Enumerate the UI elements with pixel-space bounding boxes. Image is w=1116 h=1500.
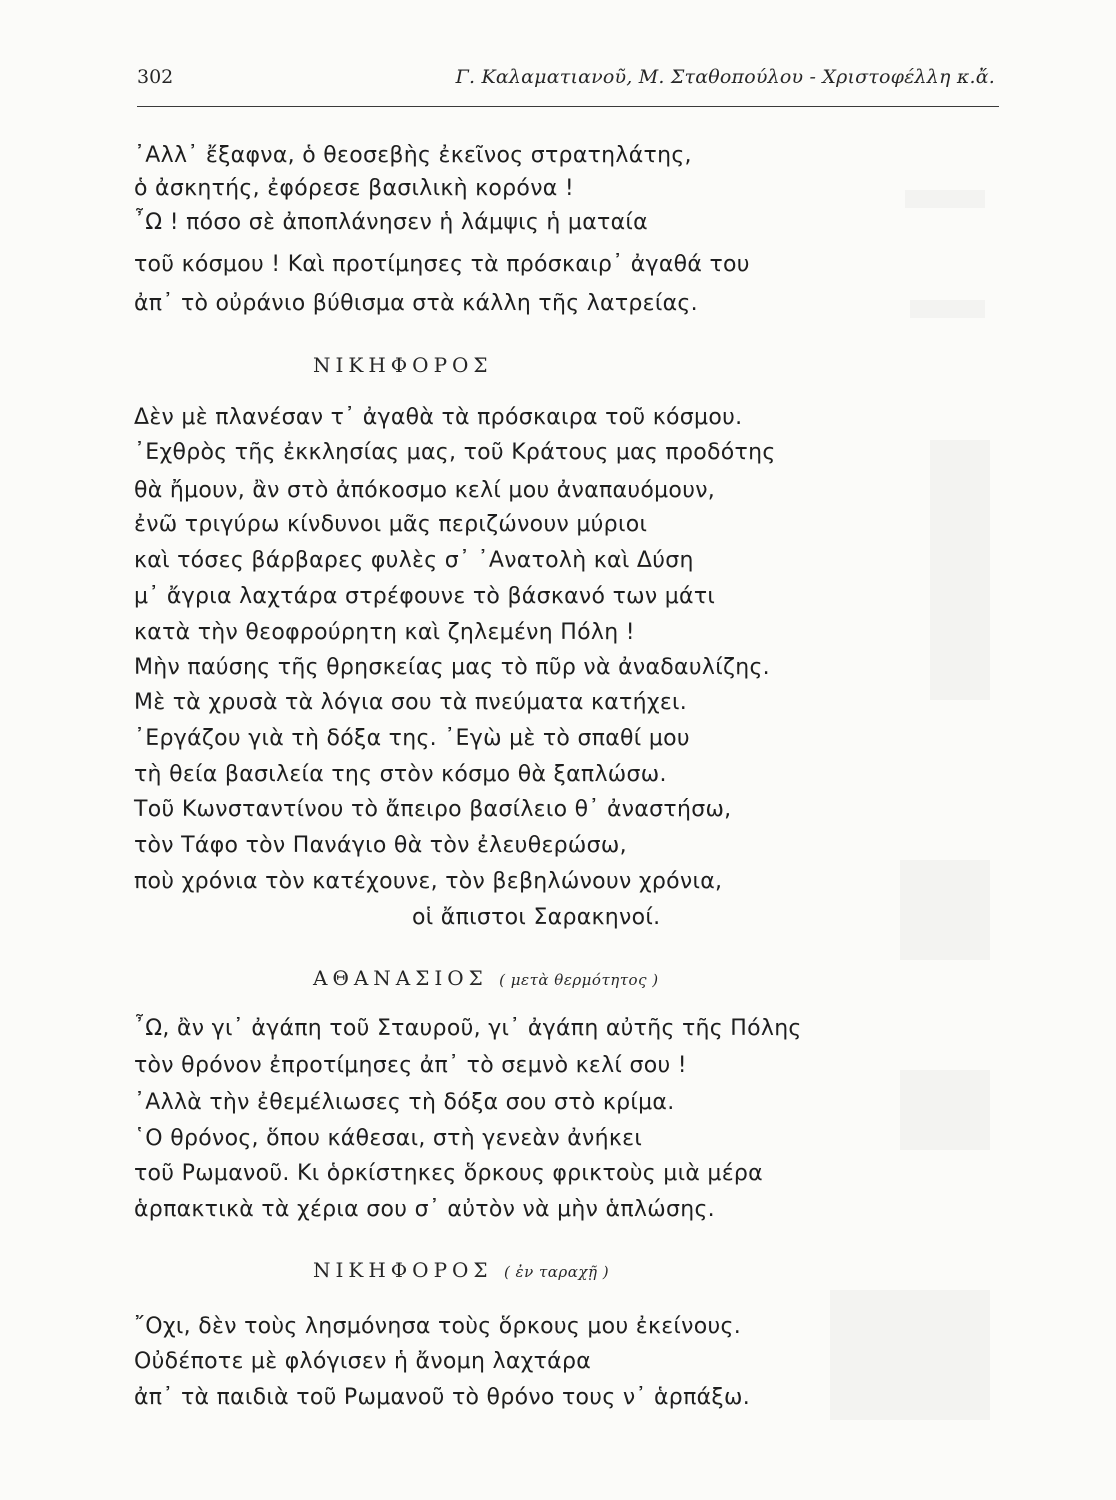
verse-line: ὁ ἀσκητής, ἐφόρεσε βασιλικὴ κορόνα ! <box>134 176 574 201</box>
verse-line: Δὲν μὲ πλανέσαν τ᾿ ἀγαθὰ τὰ πρόσκαιρα τοῦ κόσμου. <box>134 405 743 430</box>
speaker-label: ΝΙΚΗΦΟΡΟΣ <box>313 1258 493 1282</box>
verse-line: ἀπ᾿ τὰ παιδιὰ τοῦ Ρωμανοῦ τὸ θρόνο τους ν᾿ ἁρπάξω. <box>134 1385 751 1410</box>
stage-direction: ( ἐν ταραχῇ ) <box>503 1263 610 1281</box>
verse-line: τοῦ Ρωμανοῦ. Κι ὁρκίστηκες ὅρκους φρικτοὺς μιὰ μέρα <box>134 1161 763 1186</box>
verse-line: θὰ ἤμουν, ἂν στὸ ἀπόκοσμο κελί μου ἀναπαυόμουν, <box>134 478 716 503</box>
speaker-name: ΝΙΚΗΦΟΡΟΣ <box>313 353 493 377</box>
verse-line: τὸν θρόνον ἐπροτίμησες ἀπ᾿ τὸ σεμνὸ κελί σου ! <box>134 1053 687 1078</box>
verse-line: καὶ τόσες βάρβαρες φυλὲς σ᾿ ᾿Ανατολὴ καὶ Δύση <box>134 548 694 573</box>
verse-line: κατὰ τὴν θεοφρούρητη καὶ ζηλεμένη Πόλη ! <box>134 620 635 645</box>
speaker-label: ΑΘΑΝΑΣΙΟΣ <box>313 966 488 990</box>
bleed-through-mark <box>900 860 990 960</box>
verse-line: Μὲ τὰ χρυσὰ τὰ λόγια σου τὰ πνεύματα κατήχει. <box>134 690 688 715</box>
bleed-through-mark <box>905 190 985 208</box>
verse-line: ᾿Εργάζου γιὰ τὴ δόξα της. ᾿Εγὼ μὲ τὸ σπαθί μου <box>134 726 690 751</box>
verse-line: ποὺ χρόνια τὸν κατέχουνε, τὸν βεβηλώνουν χρόνια, <box>134 869 723 894</box>
verse-line: ῎Οχι, δὲν τοὺς λησμόνησα τοὺς ὅρκους μου ἐκείνους. <box>134 1314 742 1339</box>
page-number: 302 <box>137 66 174 88</box>
verse-line: ᾿Αλλ᾿ ἔξαφνα, ὁ θεοσεβὴς ἐκεῖνος στρατηλάτης, <box>134 143 692 168</box>
running-head: Γ. Καλαματιανοῦ, Μ. Σταθοπούλου - Χριστοφέλλη κ.ἄ. <box>455 66 995 88</box>
bleed-through-mark <box>910 300 985 318</box>
verse-line: ῾Ο θρόνος, ὅπου κάθεσαι, στὴ γενεὰν ἀνήκει <box>134 1126 643 1151</box>
header-rule <box>137 106 999 107</box>
page-header <box>137 66 1005 96</box>
verse-line: ᾿Εχθρὸς τῆς ἐκκλησίας μας, τοῦ Κράτους μας προδότης <box>134 440 776 465</box>
verse-line: Μὴν παύσης τῆς θρησκείας μας τὸ πῦρ νὰ ἀναδαυλίζης. <box>134 655 770 680</box>
verse-line: μ᾿ ἄγρια λαχτάρα στρέφουνε τὸ βάσκανό των μάτι <box>134 584 716 609</box>
verse-line: Τοῦ Κωνσταντίνου τὸ ἄπειρο βασίλειο θ᾿ ἀναστήσω, <box>134 797 732 822</box>
speaker-name <box>313 1258 609 1282</box>
bleed-through-mark <box>830 1290 990 1420</box>
verse-line: τοῦ κόσμου ! Καὶ προτίμησες τὰ πρόσκαιρ᾿ ἀγαθά του <box>134 252 750 277</box>
bleed-through-mark <box>900 1070 990 1150</box>
verse-line: ἀπ᾿ τὸ οὐράνιο βύθισμα στὰ κάλλη τῆς λατρείας. <box>134 291 698 316</box>
speaker-name <box>313 966 659 990</box>
verse-line: ἁρπακτικὰ τὰ χέρια σου σ᾿ αὐτὸν νὰ μὴν ἁπλώσης. <box>134 1197 715 1222</box>
verse-line: ῏Ω ! πόσο σὲ ἀποπλάνησεν ἡ λάμψις ἡ ματαία <box>134 210 648 235</box>
verse-line: Οὐδέποτε μὲ φλόγισεν ἡ ἄνομη λαχτάρα <box>134 1349 592 1374</box>
verse-line-indented: οἱ ἄπιστοι Σαρακηνοί. <box>412 905 661 930</box>
bleed-through-mark <box>930 440 990 700</box>
verse-line: ᾿Αλλὰ τὴν ἐθεμέλιωσες τὴ δόξα σου στὸ κρίμα. <box>134 1090 675 1115</box>
verse-line: τὸν Τάφο τὸν Πανάγιο θὰ τὸν ἐλευθερώσω, <box>134 833 627 858</box>
verse-line: ῏Ω, ἂν γι᾿ ἀγάπη τοῦ Σταυροῦ, γι᾿ ἀγάπη αὐτῆς τῆς Πόλης <box>134 1016 802 1041</box>
stage-direction: ( μετὰ θερμότητος ) <box>499 971 659 989</box>
verse-line: τὴ θεία βασιλεία της στὸν κόσμο θὰ ξαπλώσω. <box>134 762 667 787</box>
verse-line: ἐνῶ τριγύρω κίνδυνοι μᾶς περιζώνουν μύριοι <box>134 512 648 537</box>
